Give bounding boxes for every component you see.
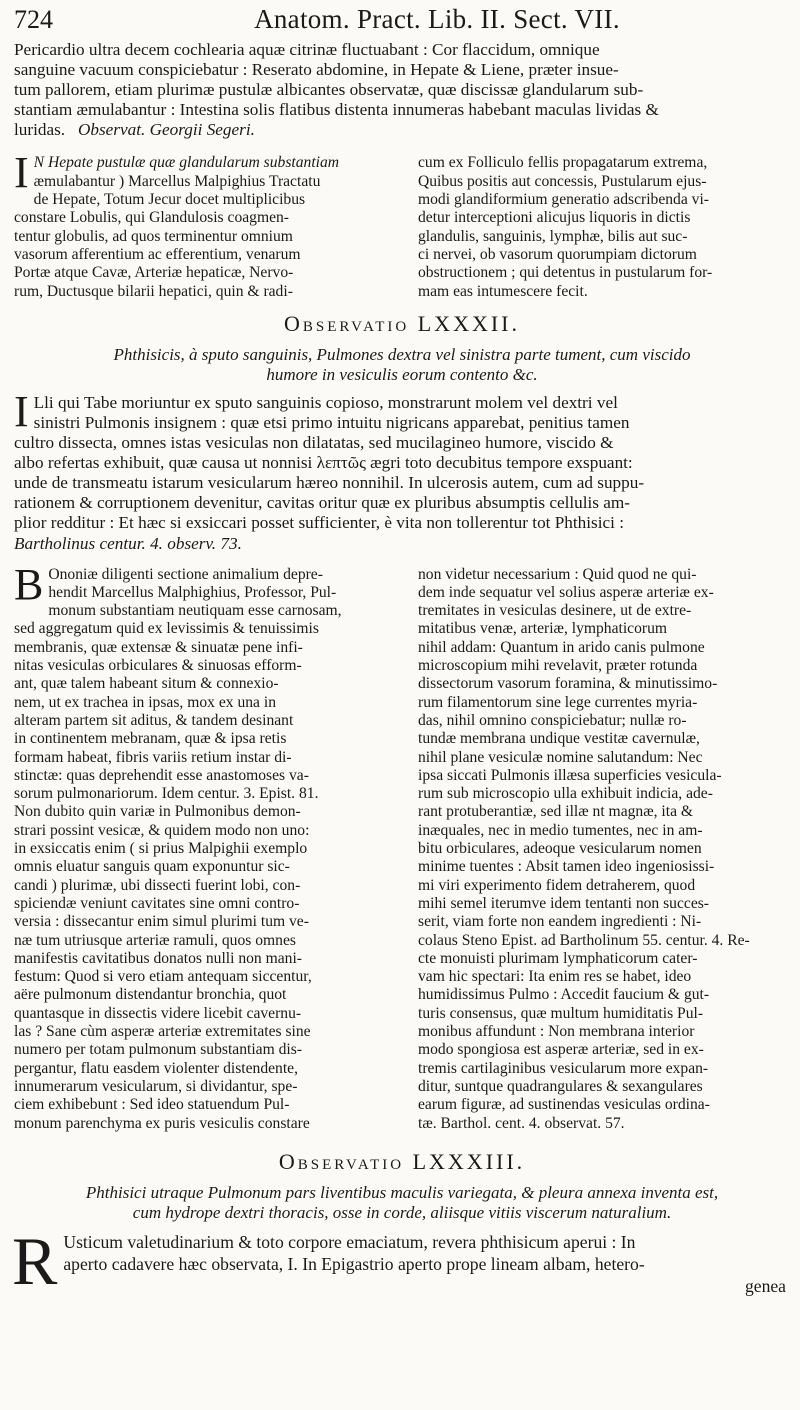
text-line: vam hic spectari: Ita enim res se habet, ideo (418, 968, 692, 986)
text-line: inæquales, nec in medio tumentes, nec in am- (418, 821, 703, 839)
observation-82-body (14, 386, 790, 554)
text-line: rum, Ductusque bilarii hepatici, quin & radi- (14, 282, 293, 300)
text-line: tæ. Barthol. cent. 4. observat. 57. (418, 1114, 625, 1132)
text-line: hendit Marcellus Malphighius, Professor, Pul- (48, 583, 337, 601)
text-line: rum filamentorum sine lege currentes myria- (418, 693, 698, 711)
text-line: tum pallorem, etiam plurimæ pustulæ albicantes observatæ, quæ discissæ glandularum sub- (14, 80, 644, 100)
text-line: detur interceptioni alicujus liquoris in dictis (418, 209, 691, 227)
text-line: tentur globulis, ad quos terminentur omnium (14, 227, 293, 245)
summary-line: humore in vesiculis eorum contento &c. (266, 364, 538, 384)
text-line: las ? Sane cùm asperæ arteriæ extremitates sine (14, 1023, 311, 1041)
text-line: albo refertas exhibuit, quæ causa ut nonnisi λεπτῶς ægri toto decubitus tempore exspuant: (14, 453, 633, 473)
summary-line: cum hydrope dextri thoracis, osse in corde, aliisque vitiis viscerum naturalium. (132, 1202, 672, 1222)
scholium-1-right-column (418, 154, 790, 300)
text-line: humidissimus Pulmo : Accedit faucium & gut- (418, 986, 710, 1004)
text-line: membranis, quæ extensæ & sinuatæ pene infi- (14, 638, 303, 656)
text-line: monum parenchyma ex puris vesiculis constare (14, 1114, 310, 1132)
text-line: næ tum utriusque arteriæ ramuli, quos omnes (14, 931, 296, 949)
page-number: 724 (14, 5, 53, 34)
text-line: glandulis, sanguinis, lymphæ, bilis aut suc- (418, 227, 688, 245)
text-line: bitu orbiculares, adeoque vesicularum nomen (418, 840, 702, 858)
text-line: strari possint vesicæ, & quidem modo non uno: (14, 821, 310, 839)
text-line: plior redditur : Et hæc si exsiccari posset sufficienter, è vita non tollerentur tot Phthisici : (14, 513, 624, 533)
text-line: earum figuræ, ad sustinendas vesiculas ordina- (418, 1096, 710, 1114)
summary-line: Phthisicis, à sputo sanguinis, Pulmones dextra vel sinistra parte tument, cum viscido (113, 344, 691, 364)
text-line: colaus Steno Epist. ad Bartholinum 55. centur. 4. Re- (418, 931, 750, 949)
text-line: quantasque in dissectis videre licebit cavernu- (14, 1004, 302, 1022)
intro-source: Observat. Georgii Segeri. (77, 120, 255, 140)
page-header (14, 4, 790, 40)
text-line: obstructionem ; qui detentus in pustularum for- (418, 264, 713, 282)
dropcap-initial: I (14, 386, 29, 436)
text-line: candi ) plurimæ, ubi dissecti fuerint lobi, con- (14, 876, 301, 894)
text-line: Quibus positis aut concessis, Pustularum ejus- (418, 172, 707, 190)
text-line: ipsa siccati Pulmonis illæsa superficies vesicula- (418, 766, 722, 784)
text-line: alteram partem sit aditus, & tandem desinant (14, 711, 294, 729)
text-line: ant, quæ talem habeant situm & connexio- (14, 675, 279, 693)
text-line: non videtur necessarium : Quid quod ne qui- (418, 565, 697, 583)
text-line: cultro dissecta, omnes istas vesiculas non dilatatas, sed mucilagineo humore, viscido & (14, 433, 614, 453)
text-line: manifestis cavitatibus donatos nulli non mani- (14, 949, 303, 967)
observation-83-body (12, 1222, 790, 1299)
observation-83-summary (44, 1183, 760, 1223)
text-line: omnis eluatur sanguis quam exponuntur sic- (14, 858, 290, 876)
text-line: Usticum valetudinarium & toto corpore emaciatum, revera phthisicum aperui : In (63, 1231, 636, 1252)
scholium-2-right-column (418, 566, 790, 1133)
text-line: festum: Quod si vero etiam antequam siccentur, (14, 968, 312, 986)
text-line: unde de transmeatu istarum vesicularum hæreo nonnihil. In ulcerosis autem, cum ad suppu- (14, 473, 645, 493)
text-line: ci nervei, ob vasorum quorumpiam dictorum (418, 245, 697, 263)
text-line: nihil plane vesiculæ nomine salutandum: Nec (418, 748, 703, 766)
intro-last-line: luridas. (14, 120, 66, 140)
observation-82-title: Observatio LXXXII. (283, 310, 520, 336)
text-line: rationem & corruptionem devenitur, cavitas oritur quæ ex pluribus absumptis cellulis am- (14, 493, 631, 513)
text-line: mi viri experimento fidem detraherem, quod (418, 876, 696, 894)
text-line: æmulabantur ) Marcellus Malpighius Tractatu (33, 172, 321, 190)
dropcap-initial: I (14, 148, 29, 198)
scholium-2 (14, 559, 790, 1133)
text-line: innumerarum vesicularum, si dividantur, spe- (14, 1077, 298, 1095)
text-line: constare Lobulis, qui Glandulosis coagmen- (14, 209, 289, 227)
catchword: genea (744, 1275, 786, 1296)
text-line: mitatibus venæ, arteriæ, lymphaticorum (418, 620, 668, 638)
text-line: vasorum afferentium ac efferentium, venarum (14, 245, 301, 263)
text-line: versia : dissecantur enim simul plurimi tum ve- (14, 913, 309, 931)
running-head: Anatom. Pract. Lib. II. Sect. VII. (254, 4, 620, 34)
text-line: Portæ atque Cavæ, Arteriæ hepaticæ, Nervo- (14, 264, 294, 282)
text-line: sinistri Pulmonis insignem : quæ etsi primo intuitu nigricans apparebat, penitius tamen (33, 412, 630, 432)
text-line: Ononiæ diligenti sectione animalium depre- (48, 565, 323, 583)
text-line: turis consensus, quæ multum humiditatis Pul- (418, 1004, 704, 1022)
text-line: tremitates in vesiculas desinere, ut de extre- (418, 602, 692, 620)
text-line: modo spongiosa est asperæ arteriæ, sed in ex- (418, 1041, 704, 1059)
text-line: sorum pulmonariorum. Idem centur. 3. Epist. 81. (14, 785, 319, 803)
scholium-2-left-column (14, 559, 386, 1133)
text-line: de Hepate, Totum Jecur docet multiplicibus (33, 191, 306, 209)
text-line: minime tuentes : Absit tamen ideo ingeniosissi- (418, 858, 715, 876)
scholium-1-left-column (14, 148, 386, 300)
text-line: nem, ut ex trachea in ipsas, mox ex una in (14, 693, 276, 711)
text-line (14, 120, 790, 140)
text-line: monibus affundunt : Non membrana interior (418, 1023, 695, 1041)
text-line: sanguine vacuum conspiciebatur : Reserato abdomine, in Hepate & Liene, præter insue- (14, 60, 619, 80)
text-line: Pericardio ultra decem cochlearia aquæ citrinæ fluctuabant : Cor flaccidum, omnique (14, 40, 600, 59)
text-line: tremis cartilaginibus vesicularum more expan- (418, 1059, 709, 1077)
text-line: mihi semel iterumve idem tentanti non succes- (418, 894, 710, 912)
scholium-1 (14, 148, 790, 300)
text-line: formam habeat, fibris variis retium instar di- (14, 748, 292, 766)
text-line: ciem exhibebunt : Sed ideo statuendum Pul- (14, 1096, 290, 1114)
text-line: stantiam æmulabantur : Intestina solis flatibus distenta innumeras habebant maculas lividas & (14, 100, 659, 120)
text-line: nihil addam: Quantum in arido canis pulmone (418, 638, 705, 656)
text-line: dem inde sequatur vel solius asperæ arteriæ ex- (418, 583, 714, 601)
text-line: N Hepate pustulæ quæ glandularum substantiam (33, 154, 340, 172)
text-line: cte monuisti plurimam lymphaticorum cater- (418, 949, 698, 967)
summary-line: Phthisici utraque Pulmonum pars liventibus maculis variegata, & pleura annexa inventa est, (85, 1182, 719, 1202)
dropcap-initial: B (14, 559, 44, 609)
text-line: ditur, suntque quadrangulares & sexangulares (418, 1077, 703, 1095)
observation-82-source: Bartholinus centur. 4. observ. 73. (14, 533, 242, 553)
text-line: stinctæ: quas deprehendit esse anastomoses va- (14, 766, 309, 784)
text-line: aperto cadavere hæc observata, I. In Epigastrio aperto prope lineam albam, hetero- (63, 1253, 645, 1274)
text-line: spiciendæ veniunt cavitates sine omni contro- (14, 894, 300, 912)
text-line: aëre pulmonum distendantur bronchia, quot (14, 986, 287, 1004)
text-line: sed aggregatum quid ex levissimis & tenuissimis (14, 620, 319, 638)
text-line: numero per totam pulmonum substantiam dis- (14, 1041, 303, 1059)
text-line: microscopium mihi revelavit, præter rotunda (418, 657, 698, 675)
text-line: in continentem mebranam, quæ & ipsa retis (14, 730, 287, 748)
text-line: rum sub microscopio ulla exhibuit indicia, ade- (418, 785, 713, 803)
text-line: dissectorum vasorum foramina, & minutissimo- (418, 675, 718, 693)
dropcap-initial: R (12, 1222, 58, 1299)
text-line: serit, viam forte non eandem ingredienti : Ni- (418, 913, 702, 931)
observation-83-title: Observatio LXXXIII. (278, 1148, 526, 1174)
text-line: rant protuberantiæ, sed illæ nt magnæ, ita & (418, 803, 694, 821)
intro-paragraph (14, 40, 790, 140)
text-line: Lli qui Tabe moriuntur ex sputo sanguinis copioso, monstrarunt molem vel dextri vel (33, 392, 618, 412)
text-line: tundæ membrana undique vestitæ cavernulæ, (418, 730, 700, 748)
text-line: mam eas intumescere fecit. (418, 282, 588, 300)
text-line: nitas vesiculas orbiculares & sinuosas efform- (14, 657, 302, 675)
text-line: in exsiccatis enim ( si prius Malpighii exemplo (14, 840, 308, 858)
text-line: monum substantiam neutiquam esse carnosam, (48, 602, 342, 620)
text-line: cum ex Folliculo fellis propagatarum extrema, (418, 154, 708, 172)
text-line: modi glandiformium generatio adscribenda vi- (418, 191, 709, 209)
text-line: pergantur, flatu easdem violenter distendente, (14, 1059, 299, 1077)
text-line: Non dubito quin variæ in Pulmonibus demon- (14, 803, 301, 821)
text-line: das, nihil omnino conspiciebatur; nullæ ro- (418, 711, 687, 729)
observation-82-summary (44, 345, 760, 385)
